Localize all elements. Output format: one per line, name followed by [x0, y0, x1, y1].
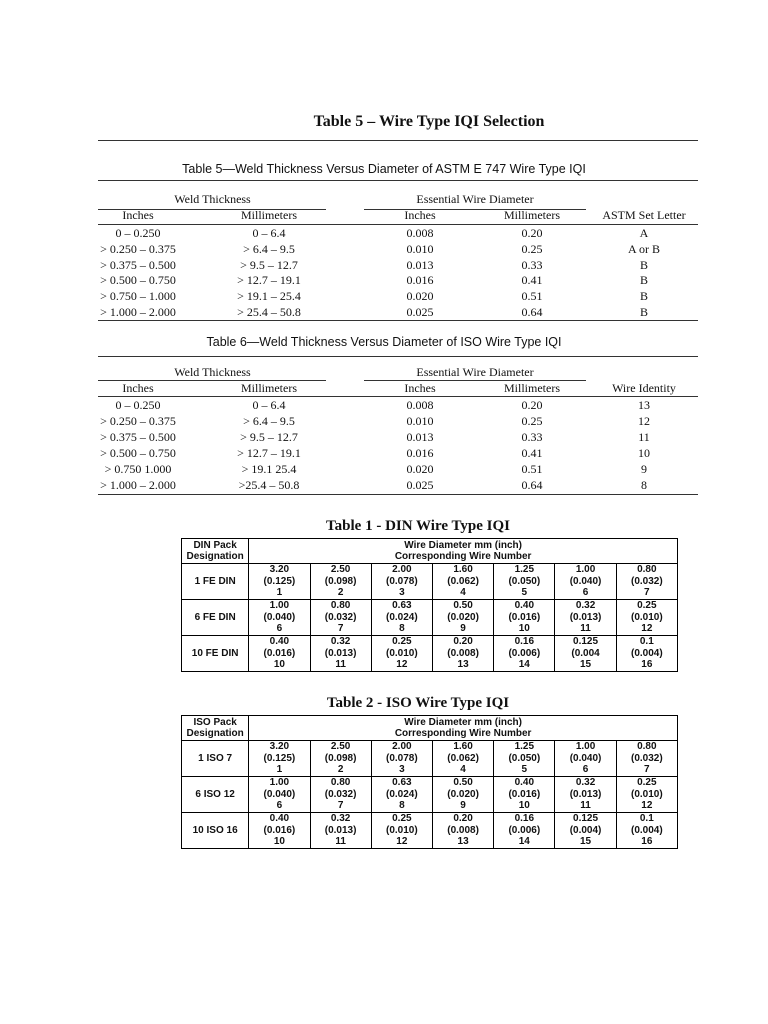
- wire-cell: [432, 600, 493, 636]
- wire-cell: [249, 636, 310, 672]
- table6-cell: > 0.375 – 0.500: [100, 430, 176, 444]
- wire-diameter-header-line2: Corresponding Wire Number: [394, 728, 532, 739]
- wire-diameter-mm: 0.25: [637, 777, 657, 789]
- table6-cell: > 12.7 – 19.1: [237, 446, 301, 460]
- wire-diameter-header: [249, 539, 678, 564]
- wire-number: 11: [580, 623, 591, 635]
- wire-cell: [432, 564, 493, 600]
- wire-cell: [494, 600, 555, 636]
- table5-cell: 0.025: [406, 305, 434, 319]
- wire-diameter-mm: 0.25: [637, 600, 657, 612]
- wire-diameter-mm: 0.32: [575, 600, 596, 612]
- table-row: [182, 600, 678, 636]
- table5-col-header: ASTM Set Letter: [602, 208, 686, 222]
- wire-number: 16: [641, 659, 653, 671]
- wire-diameter-inch: (0.004: [571, 647, 600, 659]
- wire-diameter-header-line1: Wire Diameter mm (inch): [404, 539, 522, 551]
- table6-cell: 10: [638, 446, 650, 460]
- table5-cell: > 12.7 – 19.1: [237, 273, 301, 288]
- wire-diameter-inch: (0.008): [447, 647, 479, 659]
- pack-designation-header: ISO Pack Designation: [182, 716, 249, 741]
- wire-number: 1: [276, 587, 283, 599]
- wire-cell: [432, 777, 493, 813]
- table6-group-weld-thickness: Weld Thickness: [174, 365, 251, 379]
- table5-header-rule: [98, 224, 698, 225]
- wire-number: 10: [518, 800, 530, 812]
- table6-col-header: Millimeters: [504, 381, 560, 395]
- wire-cell: [371, 741, 432, 777]
- wire-diameter-mm: 0.40: [269, 636, 290, 648]
- wire-cell: [432, 636, 493, 672]
- table5-col-header: Inches: [122, 208, 154, 222]
- wire-cell: [249, 741, 310, 777]
- wire-cell: [310, 636, 371, 672]
- wire-cell: [616, 600, 677, 636]
- wire-number: 4: [460, 587, 466, 599]
- table5-cell: 0.64: [521, 305, 543, 319]
- iso-wire-table: [181, 715, 678, 849]
- wire-number: 11: [335, 659, 346, 671]
- wire-diameter-inch: (0.004): [630, 647, 663, 659]
- table6-cell: 0 – 0.250: [115, 398, 161, 412]
- table5-cell: A or B: [627, 241, 660, 256]
- wire-number: 3: [399, 764, 405, 776]
- wire-number: 6: [582, 764, 589, 776]
- wire-cell: [310, 600, 371, 636]
- wire-cell: [616, 741, 677, 777]
- table5-cell: > 0.750 – 1.000: [100, 289, 176, 304]
- wire-diameter-inch: (0.062): [447, 752, 479, 764]
- wire-diameter-inch: (0.032): [630, 575, 663, 587]
- wire-diameter-header: [249, 716, 678, 741]
- wire-number: 8: [399, 800, 405, 812]
- wire-diameter-inch: (0.040): [569, 752, 602, 764]
- wire-diameter-inch: (0.032): [324, 788, 357, 800]
- table5-cell: > 0.375 – 0.500: [100, 257, 176, 272]
- wire-number: 11: [580, 800, 591, 812]
- wire-diameter-header-line2: Corresponding Wire Number: [394, 551, 532, 562]
- table5-top-rule: [98, 180, 698, 181]
- table6-cell: 0.51: [521, 462, 543, 476]
- wire-number: 7: [644, 587, 650, 599]
- wire-number: 9: [460, 800, 466, 812]
- table6-cell: 0.020: [406, 462, 434, 476]
- wire-number: 10: [518, 623, 530, 635]
- table5-cell: B: [639, 305, 648, 319]
- wire-diameter-mm: 0.32: [330, 636, 351, 648]
- table6-cell: 0.64: [521, 478, 543, 492]
- wire-cell: [494, 741, 555, 777]
- wire-number: 7: [644, 764, 650, 776]
- wire-diameter-inch: (0.010): [630, 788, 663, 800]
- wire-number: 12: [396, 659, 408, 671]
- table5-cell: > 19.1 – 25.4: [237, 289, 301, 304]
- wire-diameter-mm: 0.50: [453, 600, 473, 612]
- wire-diameter-mm: 0.32: [330, 813, 351, 825]
- table6-caption: Table 6—Weld Thickness Versus Diameter of ISO Wire Type IQI: [206, 335, 562, 349]
- wire-number: 12: [641, 800, 653, 812]
- wire-cell: [249, 600, 310, 636]
- table-row: [182, 741, 678, 777]
- pack-designation: 1 FE DIN: [182, 564, 249, 600]
- table5-caption: Table 5—Weld Thickness Versus Diameter of ASTM E 747 Wire Type IQI: [182, 162, 586, 176]
- wire-cell: [432, 741, 493, 777]
- table5-cell: 0.016: [406, 273, 434, 288]
- wire-number: 14: [518, 836, 530, 848]
- iso-table-title: Table 2 - ISO Wire Type IQI: [326, 695, 510, 711]
- wire-diameter-inch: (0.098): [324, 575, 357, 587]
- wire-number: 5: [521, 764, 528, 776]
- wire-diameter-inch: (0.062): [447, 575, 479, 587]
- wire-diameter-inch: (0.013): [569, 611, 602, 623]
- wire-cell: [371, 564, 432, 600]
- wire-diameter-mm: 0.40: [514, 777, 535, 789]
- wire-number: 14: [518, 659, 530, 671]
- wire-cell: [494, 813, 555, 849]
- wire-diameter-mm: 0.40: [514, 600, 535, 612]
- table5-cell: 0.25: [521, 241, 543, 256]
- table5-cell: B: [639, 273, 648, 288]
- wire-number: 6: [276, 800, 283, 812]
- wire-diameter-mm: 2.50: [330, 564, 351, 576]
- pack-designation: 1 ISO 7: [182, 741, 249, 777]
- wire-cell: [249, 777, 310, 813]
- wire-diameter-inch: (0.040): [263, 788, 296, 800]
- din-wire-table: [181, 538, 678, 672]
- wire-number: 12: [641, 623, 653, 635]
- table6-col-header: Wire Identity: [612, 381, 676, 395]
- wire-diameter-inch: (0.004): [569, 824, 602, 836]
- wire-diameter-mm: 0.50: [453, 777, 473, 789]
- wire-number: 12: [396, 836, 408, 848]
- wire-diameter-inch: (0.024): [386, 788, 418, 800]
- table6-cell: 9: [641, 462, 647, 476]
- table6-cell: > 0.750 1.000: [104, 462, 172, 476]
- table6-cell: 0.010: [406, 414, 434, 428]
- wire-diameter-mm: 3.20: [269, 741, 290, 753]
- wire-diameter-mm: 0.125: [573, 813, 599, 825]
- wire-diameter-inch: (0.032): [324, 611, 357, 623]
- table6-group-wire-diameter: Essential Wire Diameter: [416, 365, 534, 379]
- wire-diameter-mm: 0.63: [392, 777, 412, 789]
- wire-cell: [249, 813, 310, 849]
- table6-cell: 12: [638, 414, 650, 428]
- table6-top-rule: [98, 356, 698, 357]
- wire-cell: [432, 813, 493, 849]
- wire-diameter-inch: (0.016): [508, 788, 541, 800]
- wire-diameter-inch: (0.125): [263, 752, 296, 764]
- table6-cell: 0.20: [521, 398, 543, 412]
- table-row: [182, 777, 678, 813]
- table5-cell: 0.010: [406, 241, 434, 256]
- wire-number: 2: [337, 764, 344, 776]
- table6-cell: > 19.1 25.4: [241, 462, 297, 476]
- wire-diameter-inch: (0.013): [324, 824, 357, 836]
- table5-cell: 0.33: [521, 257, 543, 272]
- wire-diameter-inch: (0.032): [630, 752, 663, 764]
- table6-cell: > 0.250 – 0.375: [100, 414, 176, 428]
- wire-cell: [310, 813, 371, 849]
- wire-diameter-inch: (0.020): [447, 611, 479, 623]
- wire-number: 6: [582, 587, 589, 599]
- table6-cell: 0.41: [521, 446, 543, 460]
- wire-diameter-mm: 1.25: [514, 564, 535, 576]
- table5-cell: 0.020: [406, 289, 434, 304]
- pack-designation: 10 ISO 16: [182, 813, 249, 849]
- wire-cell: [616, 777, 677, 813]
- wire-number: 4: [460, 764, 466, 776]
- wire-diameter-inch: (0.050): [508, 752, 541, 764]
- table6-bottom-rule: [98, 494, 698, 495]
- wire-cell: [371, 777, 432, 813]
- wire-diameter-mm: 0.80: [637, 741, 657, 753]
- wire-diameter-mm: 2.50: [330, 741, 351, 753]
- wire-diameter-mm: 0.125: [573, 636, 599, 648]
- wire-diameter-inch: (0.125): [263, 575, 296, 587]
- wire-diameter-mm: 0.1: [639, 813, 654, 825]
- table6-cell: > 9.5 – 12.7: [240, 430, 298, 444]
- table6-col-header: Inches: [122, 381, 154, 395]
- table5-cell: 0.008: [406, 226, 434, 240]
- pack-designation: 6 FE DIN: [182, 600, 249, 636]
- table6-col-header: Millimeters: [241, 381, 297, 395]
- iso_table-header-row: [182, 716, 678, 741]
- table-row: [182, 813, 678, 849]
- wire-cell: [494, 564, 555, 600]
- table6-cell: 8: [641, 478, 647, 492]
- wire-cell: [555, 777, 616, 813]
- wire-number: 8: [399, 623, 405, 635]
- wire-diameter-inch: (0.020): [447, 788, 479, 800]
- table6-cell: 0.016: [406, 446, 434, 460]
- wire-number: 13: [457, 836, 469, 848]
- din_table-header-row: [182, 539, 678, 564]
- table6-cell: 0.008: [406, 398, 434, 412]
- table6-cell: > 0.500 – 0.750: [100, 446, 176, 460]
- wire-diameter-inch: (0.008): [447, 824, 479, 836]
- wire-diameter-mm: 3.20: [269, 564, 290, 576]
- table-row: [182, 564, 678, 600]
- wire-diameter-inch: (0.098): [324, 752, 357, 764]
- wire-diameter-mm: 0.63: [392, 600, 412, 612]
- table5-cell: 0.013: [406, 257, 434, 272]
- wire-diameter-mm: 2.00: [392, 564, 412, 576]
- wire-cell: [249, 564, 310, 600]
- wire-diameter-mm: 0.20: [453, 813, 473, 825]
- wire-diameter-mm: 0.80: [637, 564, 657, 576]
- table5-cell: > 0.250 – 0.375: [100, 241, 176, 256]
- table6-cell: 11: [638, 430, 650, 444]
- wire-cell: [616, 636, 677, 672]
- table6-cell: 0.25: [521, 414, 543, 428]
- wire-cell: [310, 777, 371, 813]
- wire-diameter-inch: (0.010): [630, 611, 663, 623]
- table5-group-weld-thickness: Weld Thickness: [174, 192, 251, 206]
- pack-designation-header: DIN Pack Designation: [182, 539, 249, 564]
- wire-cell: [555, 741, 616, 777]
- table6-cell: 0.025: [406, 478, 434, 492]
- wire-cell: [371, 813, 432, 849]
- table6-cell: 0.33: [521, 430, 543, 444]
- wire-number: 5: [521, 587, 528, 599]
- table5-group-wire-diameter: Essential Wire Diameter: [416, 192, 534, 206]
- table5-cell: > 1.000 – 2.000: [100, 305, 176, 319]
- table6-col-header: Inches: [404, 381, 436, 395]
- wire-diameter-mm: 1.60: [453, 564, 473, 576]
- table5-cell: > 0.500 – 0.750: [100, 273, 176, 288]
- wire-number: 6: [276, 623, 283, 635]
- wire-diameter-mm: 1.00: [575, 564, 596, 576]
- wire-diameter-inch: (0.016): [508, 611, 541, 623]
- wire-diameter-inch: (0.078): [386, 752, 418, 764]
- wire-diameter-inch: (0.016): [263, 647, 296, 659]
- wire-cell: [494, 777, 555, 813]
- table6-cell: > 1.000 – 2.000: [100, 478, 176, 492]
- wire-cell: [310, 564, 371, 600]
- table5-cell: B: [639, 289, 648, 304]
- table5-cell: 0.51: [521, 289, 543, 304]
- wire-diameter-mm: 0.16: [514, 636, 535, 648]
- page-title: Table 5 – Wire Type IQI Selection: [313, 113, 545, 130]
- wire-diameter-inch: (0.078): [386, 575, 418, 587]
- wire-number: 16: [641, 836, 653, 848]
- table5-bottom-rule: [98, 320, 698, 321]
- table-row: [182, 636, 678, 672]
- wire-number: 7: [337, 800, 344, 812]
- wire-cell: [555, 564, 616, 600]
- wire-cell: [371, 600, 432, 636]
- wire-diameter-header-line1: Wire Diameter mm (inch): [404, 716, 522, 728]
- wire-diameter-mm: 0.32: [575, 777, 596, 789]
- wire-diameter-mm: 0.1: [639, 636, 654, 648]
- title-divider: [98, 140, 698, 141]
- wire-number: 10: [273, 659, 285, 671]
- wire-cell: [555, 813, 616, 849]
- table6-cell: 13: [638, 398, 650, 412]
- wire-diameter-mm: 0.80: [330, 600, 351, 612]
- table5-cell: > 6.4 – 9.5: [243, 241, 295, 256]
- wire-diameter-inch: (0.016): [263, 824, 296, 836]
- wire-diameter-inch: (0.013): [324, 647, 357, 659]
- wire-diameter-inch: (0.040): [263, 611, 296, 623]
- table5-cell: A: [639, 226, 649, 240]
- wire-number: 10: [273, 836, 285, 848]
- wire-diameter-mm: 1.00: [575, 741, 596, 753]
- wire-cell: [616, 564, 677, 600]
- table6-cell: 0 – 6.4: [252, 398, 286, 412]
- wire-diameter-mm: 1.00: [269, 600, 290, 612]
- table6-cell: >25.4 – 50.8: [238, 478, 300, 492]
- din-table-title: Table 1 - DIN Wire Type IQI: [326, 518, 510, 534]
- wire-diameter-inch: (0.050): [508, 575, 541, 587]
- table5-col-header: Millimeters: [241, 208, 297, 222]
- wire-number: 13: [457, 659, 469, 671]
- wire-cell: [310, 741, 371, 777]
- wire-diameter-mm: 2.00: [392, 741, 412, 753]
- wire-diameter-inch: (0.010): [386, 647, 418, 659]
- wire-number: 9: [460, 623, 466, 635]
- wire-diameter-inch: (0.004): [630, 824, 663, 836]
- wire-diameter-mm: 0.80: [330, 777, 351, 789]
- table5-cell: 0 – 6.4: [252, 226, 286, 240]
- pack-designation: 6 ISO 12: [182, 777, 249, 813]
- wire-number: 15: [579, 836, 592, 848]
- wire-diameter-mm: 0.40: [269, 813, 290, 825]
- wire-diameter-inch: (0.010): [386, 824, 418, 836]
- wire-cell: [371, 636, 432, 672]
- wire-diameter-inch: (0.024): [386, 611, 418, 623]
- table5-col-header: Inches: [404, 208, 436, 222]
- table5-col-header: Millimeters: [504, 208, 560, 222]
- table5-cell: 0.20: [521, 226, 543, 240]
- wire-cell: [616, 813, 677, 849]
- table5-cell: > 25.4 – 50.8: [237, 305, 301, 319]
- wire-number: 11: [335, 836, 346, 848]
- wire-diameter-inch: (0.040): [569, 575, 602, 587]
- wire-diameter-mm: 0.20: [453, 636, 473, 648]
- wire-diameter-mm: 1.60: [453, 741, 473, 753]
- wire-cell: [555, 600, 616, 636]
- wire-diameter-mm: 0.16: [514, 813, 535, 825]
- wire-number: 7: [337, 623, 344, 635]
- wire-diameter-mm: 0.25: [392, 813, 412, 825]
- wire-diameter-mm: 1.00: [269, 777, 290, 789]
- wire-number: 3: [399, 587, 405, 599]
- table5-cell: 0 – 0.250: [115, 226, 161, 240]
- wire-diameter-inch: (0.006): [508, 647, 541, 659]
- wire-cell: [494, 636, 555, 672]
- wire-number: 15: [579, 659, 592, 671]
- table6-header-rule: [98, 396, 698, 397]
- wire-diameter-mm: 1.25: [514, 741, 535, 753]
- table6-cell: 0.013: [406, 430, 434, 444]
- wire-diameter-inch: (0.006): [508, 824, 541, 836]
- wire-number: 1: [276, 764, 283, 776]
- wire-diameter-mm: 0.25: [392, 636, 412, 648]
- table5-cell: B: [639, 257, 648, 272]
- wire-number: 2: [337, 587, 344, 599]
- pack-designation: 10 FE DIN: [182, 636, 249, 672]
- table5-cell: 0.41: [521, 273, 543, 288]
- wire-cell: [555, 636, 616, 672]
- table5-cell: > 9.5 – 12.7: [240, 257, 298, 272]
- table6-cell: > 6.4 – 9.5: [243, 414, 295, 428]
- wire-diameter-inch: (0.013): [569, 788, 602, 800]
